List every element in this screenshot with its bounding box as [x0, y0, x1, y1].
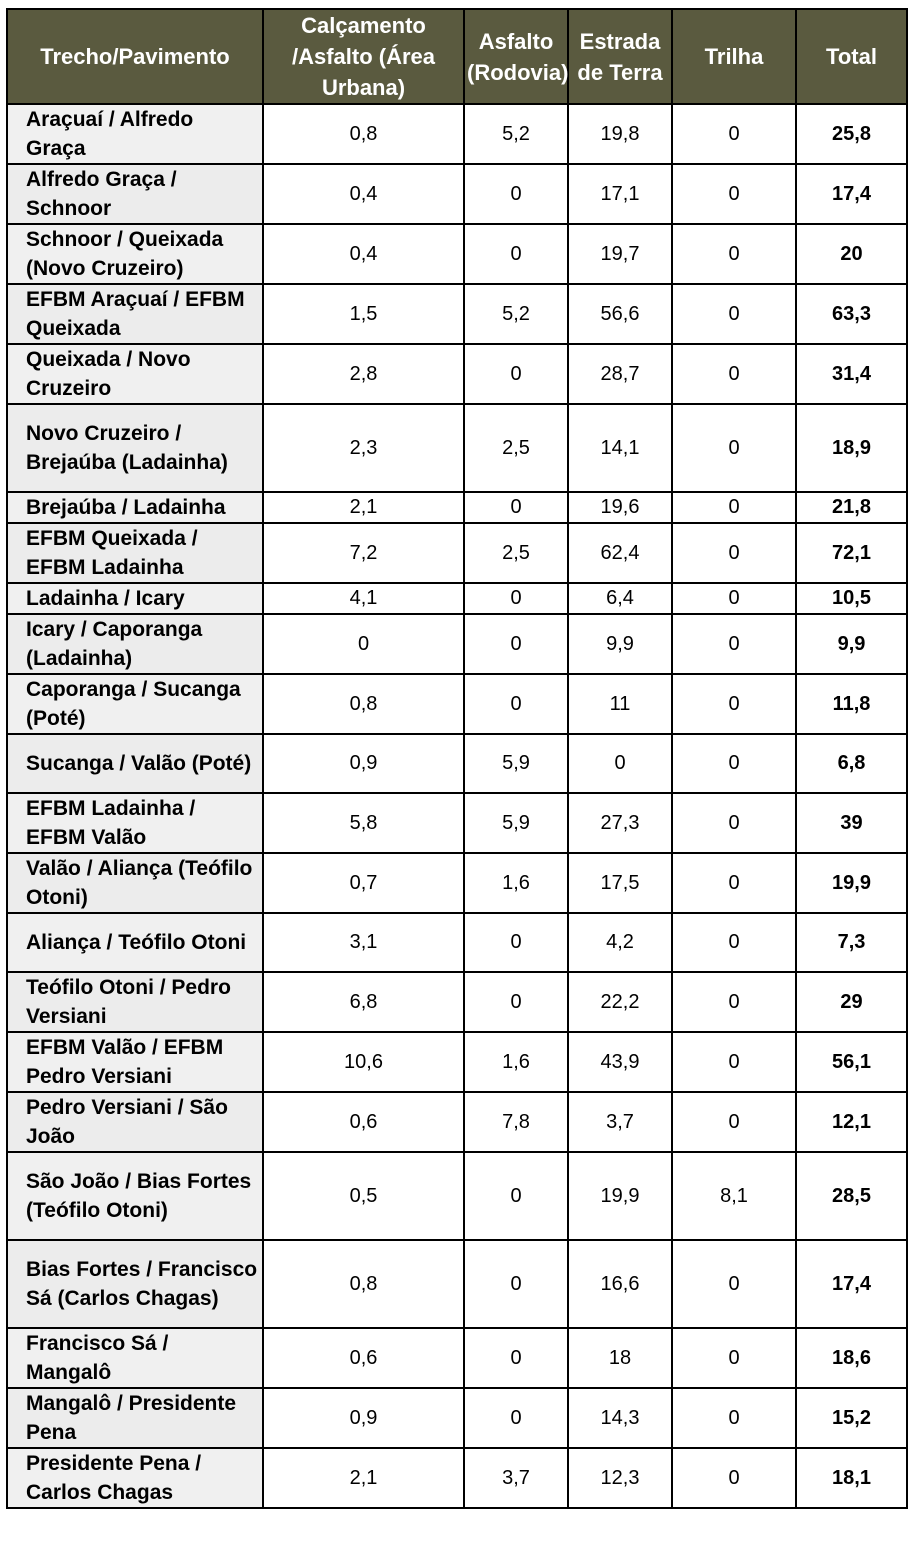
trilha-value: 8,1: [672, 1152, 796, 1240]
calcamento-value: 5,8: [263, 793, 464, 853]
row-name: Sucanga / Valão (Poté): [7, 734, 263, 793]
total-value: 17,4: [796, 1240, 907, 1328]
estrada-terra-value: 43,9: [568, 1032, 672, 1092]
calcamento-value: 1,5: [263, 284, 464, 344]
table-row: [7, 614, 907, 674]
calcamento-value: 3,1: [263, 913, 464, 972]
estrada-terra-value: 19,6: [568, 492, 672, 523]
row-name: São João / Bias Fortes (Teófilo Otoni): [7, 1152, 263, 1240]
row-name: Queixada / Novo Cruzeiro: [7, 344, 263, 404]
header-estrada-terra: Estrada de Terra: [568, 9, 672, 104]
total-value: 56,1: [796, 1032, 907, 1092]
table-row: [7, 164, 907, 224]
calcamento-value: 0,6: [263, 1092, 464, 1152]
row-name: Brejaúba / Ladainha: [7, 492, 263, 523]
trilha-value: 0: [672, 404, 796, 492]
calcamento-value: 0,4: [263, 224, 464, 284]
calcamento-value: 0,8: [263, 104, 464, 164]
row-name: Bias Fortes / Francisco Sá (Carlos Chagas): [7, 1240, 263, 1328]
asfalto-value: 0: [464, 913, 568, 972]
calcamento-value: 0,9: [263, 1388, 464, 1448]
trilha-value: 0: [672, 1328, 796, 1388]
calcamento-value: 0,8: [263, 1240, 464, 1328]
trilha-value: 0: [672, 674, 796, 734]
asfalto-value: 7,8: [464, 1092, 568, 1152]
trilha-value: 0: [672, 614, 796, 674]
table-row: [7, 583, 907, 614]
trilha-value: 0: [672, 793, 796, 853]
asfalto-value: 0: [464, 492, 568, 523]
calcamento-value: 0,6: [263, 1328, 464, 1388]
table-row: [7, 404, 907, 492]
row-name: Alfredo Graça / Schnoor: [7, 164, 263, 224]
asfalto-value: 0: [464, 224, 568, 284]
table-row: [7, 224, 907, 284]
total-value: 29: [796, 972, 907, 1032]
trilha-value: 0: [672, 104, 796, 164]
table-row: [7, 674, 907, 734]
row-name: Valão / Aliança (Teófilo Otoni): [7, 853, 263, 913]
header-trilha: Trilha: [672, 9, 796, 104]
asfalto-value: 0: [464, 583, 568, 614]
calcamento-value: 0,8: [263, 674, 464, 734]
estrada-terra-value: 16,6: [568, 1240, 672, 1328]
estrada-terra-value: 17,5: [568, 853, 672, 913]
row-name: EFBM Araçuaí / EFBM Queixada: [7, 284, 263, 344]
asfalto-value: 3,7: [464, 1448, 568, 1508]
asfalto-value: 1,6: [464, 1032, 568, 1092]
calcamento-value: 0,7: [263, 853, 464, 913]
table-row: [7, 1092, 907, 1152]
row-name: Schnoor / Queixada (Novo Cruzeiro): [7, 224, 263, 284]
total-value: 19,9: [796, 853, 907, 913]
total-value: 31,4: [796, 344, 907, 404]
trilha-value: 0: [672, 1448, 796, 1508]
total-value: 15,2: [796, 1388, 907, 1448]
total-value: 12,1: [796, 1092, 907, 1152]
trilha-value: 0: [672, 583, 796, 614]
estrada-terra-value: 56,6: [568, 284, 672, 344]
trilha-value: 0: [672, 1092, 796, 1152]
asfalto-value: 5,2: [464, 104, 568, 164]
total-value: 18,6: [796, 1328, 907, 1388]
estrada-terra-value: 12,3: [568, 1448, 672, 1508]
table-row: [7, 523, 907, 583]
calcamento-value: 6,8: [263, 972, 464, 1032]
table-row: [7, 734, 907, 793]
estrada-terra-value: 9,9: [568, 614, 672, 674]
row-name: EFBM Valão / EFBM Pedro Versiani: [7, 1032, 263, 1092]
estrada-terra-value: 14,1: [568, 404, 672, 492]
trilha-value: 0: [672, 284, 796, 344]
table-row: [7, 1032, 907, 1092]
row-name: Aliança / Teófilo Otoni: [7, 913, 263, 972]
estrada-terra-value: 19,8: [568, 104, 672, 164]
estrada-terra-value: 22,2: [568, 972, 672, 1032]
table-body: [7, 104, 907, 1508]
total-value: 20: [796, 224, 907, 284]
calcamento-value: 2,1: [263, 492, 464, 523]
trilha-value: 0: [672, 164, 796, 224]
trilha-value: 0: [672, 1240, 796, 1328]
header-calcamento: Calçamento /Asfalto (Área Urbana): [263, 9, 464, 104]
calcamento-value: 0: [263, 614, 464, 674]
header-total: Total: [796, 9, 907, 104]
estrada-terra-value: 14,3: [568, 1388, 672, 1448]
table-row: [7, 1328, 907, 1388]
estrada-terra-value: 19,9: [568, 1152, 672, 1240]
estrada-terra-value: 11: [568, 674, 672, 734]
row-name: Presidente Pena / Carlos Chagas: [7, 1448, 263, 1508]
row-name: Teófilo Otoni / Pedro Versiani: [7, 972, 263, 1032]
estrada-terra-value: 0: [568, 734, 672, 793]
estrada-terra-value: 19,7: [568, 224, 672, 284]
asfalto-value: 0: [464, 972, 568, 1032]
trilha-value: 0: [672, 492, 796, 523]
asfalto-value: 0: [464, 1152, 568, 1240]
table-row: [7, 344, 907, 404]
asfalto-value: 2,5: [464, 523, 568, 583]
trilha-value: 0: [672, 1388, 796, 1448]
row-name: Icary / Caporanga (Ladainha): [7, 614, 263, 674]
table-header: [7, 9, 907, 104]
row-name: Francisco Sá / Mangalô: [7, 1328, 263, 1388]
total-value: 11,8: [796, 674, 907, 734]
asfalto-value: 0: [464, 344, 568, 404]
total-value: 7,3: [796, 913, 907, 972]
calcamento-value: 0,4: [263, 164, 464, 224]
asfalto-value: 5,9: [464, 793, 568, 853]
table-row: [7, 1388, 907, 1448]
estrada-terra-value: 18: [568, 1328, 672, 1388]
row-name: Pedro Versiani / São João: [7, 1092, 263, 1152]
estrada-terra-value: 17,1: [568, 164, 672, 224]
asfalto-value: 0: [464, 1328, 568, 1388]
table-row: [7, 853, 907, 913]
estrada-terra-value: 28,7: [568, 344, 672, 404]
asfalto-value: 1,6: [464, 853, 568, 913]
trilha-value: 0: [672, 734, 796, 793]
header-trecho: Trecho/Pavimento: [7, 9, 263, 104]
total-value: 63,3: [796, 284, 907, 344]
table-row: [7, 492, 907, 523]
pavement-table: [6, 8, 908, 1509]
table-row: [7, 1448, 907, 1508]
estrada-terra-value: 3,7: [568, 1092, 672, 1152]
asfalto-value: 5,2: [464, 284, 568, 344]
trilha-value: 0: [672, 224, 796, 284]
total-value: 72,1: [796, 523, 907, 583]
asfalto-value: 2,5: [464, 404, 568, 492]
asfalto-value: 0: [464, 614, 568, 674]
trilha-value: 0: [672, 344, 796, 404]
total-value: 28,5: [796, 1152, 907, 1240]
table-row: [7, 793, 907, 853]
table-row: [7, 104, 907, 164]
calcamento-value: 0,5: [263, 1152, 464, 1240]
asfalto-value: 0: [464, 674, 568, 734]
total-value: 10,5: [796, 583, 907, 614]
calcamento-value: 2,3: [263, 404, 464, 492]
row-name: Mangalô / Presidente Pena: [7, 1388, 263, 1448]
row-name: Novo Cruzeiro / Brejaúba (Ladainha): [7, 404, 263, 492]
calcamento-value: 7,2: [263, 523, 464, 583]
table-row: [7, 913, 907, 972]
estrada-terra-value: 27,3: [568, 793, 672, 853]
trilha-value: 0: [672, 1032, 796, 1092]
row-name: Caporanga / Sucanga (Poté): [7, 674, 263, 734]
total-value: 18,1: [796, 1448, 907, 1508]
calcamento-value: 2,8: [263, 344, 464, 404]
estrada-terra-value: 62,4: [568, 523, 672, 583]
header-asfalto: Asfalto (Rodovia): [464, 9, 568, 104]
total-value: 25,8: [796, 104, 907, 164]
asfalto-value: 0: [464, 1388, 568, 1448]
row-name: EFBM Queixada / EFBM Ladainha: [7, 523, 263, 583]
total-value: 21,8: [796, 492, 907, 523]
calcamento-value: 4,1: [263, 583, 464, 614]
total-value: 39: [796, 793, 907, 853]
estrada-terra-value: 4,2: [568, 913, 672, 972]
table-row: [7, 1152, 907, 1240]
asfalto-value: 0: [464, 164, 568, 224]
trilha-value: 0: [672, 853, 796, 913]
total-value: 9,9: [796, 614, 907, 674]
table-row: [7, 1240, 907, 1328]
asfalto-value: 5,9: [464, 734, 568, 793]
total-value: 6,8: [796, 734, 907, 793]
estrada-terra-value: 6,4: [568, 583, 672, 614]
row-name: Araçuaí / Alfredo Graça: [7, 104, 263, 164]
total-value: 17,4: [796, 164, 907, 224]
row-name: EFBM Ladainha / EFBM Valão: [7, 793, 263, 853]
table-row: [7, 972, 907, 1032]
asfalto-value: 0: [464, 1240, 568, 1328]
calcamento-value: 2,1: [263, 1448, 464, 1508]
table-row: [7, 284, 907, 344]
calcamento-value: 10,6: [263, 1032, 464, 1092]
trilha-value: 0: [672, 972, 796, 1032]
header-row: [7, 9, 907, 104]
row-name: Ladainha / Icary: [7, 583, 263, 614]
calcamento-value: 0,9: [263, 734, 464, 793]
trilha-value: 0: [672, 523, 796, 583]
trilha-value: 0: [672, 913, 796, 972]
total-value: 18,9: [796, 404, 907, 492]
